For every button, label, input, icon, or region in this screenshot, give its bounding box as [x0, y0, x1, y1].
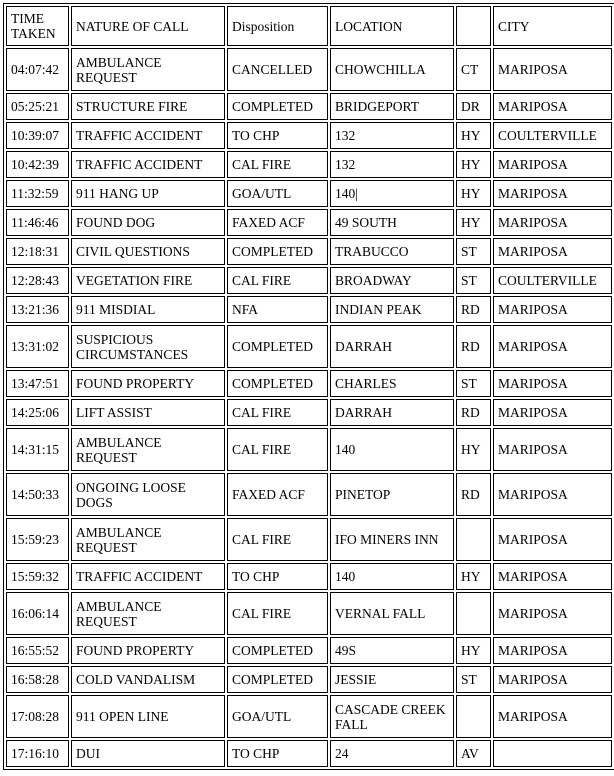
nature-cell: SUSPICIOUS CIRCUMSTANCES: [71, 325, 225, 368]
disposition-cell: CAL FIRE: [227, 428, 328, 471]
disposition-cell: TO CHP: [227, 563, 328, 590]
street-type-cell: RD: [456, 296, 491, 323]
city-cell: MARIPOSA: [493, 473, 612, 516]
location-cell: 140|: [330, 180, 454, 207]
disposition-cell: GOA/UTL: [227, 180, 328, 207]
time-cell: 11:32:59: [6, 180, 69, 207]
nature-cell: LIFT ASSIST: [71, 399, 225, 426]
time-cell: 14:50:33: [6, 473, 69, 516]
nature-cell: AMBULANCE REQUEST: [71, 428, 225, 471]
header-street-type: [456, 6, 491, 46]
table-row: [6, 122, 612, 149]
table-row: [6, 563, 612, 590]
time-cell: 13:47:51: [6, 370, 69, 397]
nature-cell: 911 MISDIAL: [71, 296, 225, 323]
street-type-cell: RD: [456, 473, 491, 516]
street-type-cell: DR: [456, 93, 491, 120]
city-cell: MARIPOSA: [493, 399, 612, 426]
table-row: [6, 740, 612, 767]
location-cell: IFO MINERS INN: [330, 518, 454, 561]
table-row: [6, 666, 612, 693]
time-cell: 15:59:32: [6, 563, 69, 590]
table-row: [6, 325, 612, 368]
street-type-cell: HY: [456, 428, 491, 471]
location-cell: 49S: [330, 637, 454, 664]
time-cell: 14:25:06: [6, 399, 69, 426]
nature-cell: FOUND DOG: [71, 209, 225, 236]
street-type-cell: ST: [456, 370, 491, 397]
street-type-cell: RD: [456, 325, 491, 368]
table-row: [6, 518, 612, 561]
table-row: [6, 428, 612, 471]
location-cell: BROADWAY: [330, 267, 454, 294]
disposition-cell: COMPLETED: [227, 325, 328, 368]
city-cell: COULTERVILLE: [493, 267, 612, 294]
nature-cell: COLD VANDALISM: [71, 666, 225, 693]
nature-cell: STRUCTURE FIRE: [71, 93, 225, 120]
street-type-cell: [456, 695, 491, 738]
city-cell: [493, 740, 612, 767]
street-type-cell: [456, 518, 491, 561]
disposition-cell: CAL FIRE: [227, 518, 328, 561]
street-type-cell: HY: [456, 637, 491, 664]
time-cell: 16:58:28: [6, 666, 69, 693]
location-cell: DARRAH: [330, 325, 454, 368]
table-row: [6, 370, 612, 397]
city-cell: MARIPOSA: [493, 296, 612, 323]
location-cell: CHARLES: [330, 370, 454, 397]
location-cell: 140: [330, 428, 454, 471]
nature-cell: VEGETATION FIRE: [71, 267, 225, 294]
city-cell: MARIPOSA: [493, 93, 612, 120]
disposition-cell: COMPLETED: [227, 637, 328, 664]
call-log-body: [6, 48, 612, 767]
nature-cell: AMBULANCE REQUEST: [71, 48, 225, 91]
time-cell: 15:59:23: [6, 518, 69, 561]
city-cell: MARIPOSA: [493, 637, 612, 664]
time-cell: 12:28:43: [6, 267, 69, 294]
street-type-cell: [456, 592, 491, 635]
city-cell: MARIPOSA: [493, 428, 612, 471]
location-cell: PINETOP: [330, 473, 454, 516]
table-row: [6, 473, 612, 516]
header-time-taken: TIME TAKEN: [6, 6, 69, 46]
city-cell: MARIPOSA: [493, 151, 612, 178]
disposition-cell: TO CHP: [227, 122, 328, 149]
street-type-cell: AV: [456, 740, 491, 767]
table-row: [6, 151, 612, 178]
table-row: [6, 180, 612, 207]
location-cell: TRABUCCO: [330, 238, 454, 265]
time-cell: 12:18:31: [6, 238, 69, 265]
nature-cell: ONGOING LOOSE DOGS: [71, 473, 225, 516]
nature-cell: TRAFFIC ACCIDENT: [71, 563, 225, 590]
disposition-cell: COMPLETED: [227, 370, 328, 397]
street-type-cell: HY: [456, 122, 491, 149]
street-type-cell: ST: [456, 238, 491, 265]
header-location: LOCATION: [330, 6, 454, 46]
table-row: [6, 296, 612, 323]
disposition-cell: CANCELLED: [227, 48, 328, 91]
city-cell: MARIPOSA: [493, 518, 612, 561]
street-type-cell: ST: [456, 267, 491, 294]
nature-cell: TRAFFIC ACCIDENT: [71, 122, 225, 149]
street-type-cell: ST: [456, 666, 491, 693]
time-cell: 10:42:39: [6, 151, 69, 178]
table-row: [6, 592, 612, 635]
disposition-cell: COMPLETED: [227, 666, 328, 693]
time-cell: 04:07:42: [6, 48, 69, 91]
disposition-cell: COMPLETED: [227, 238, 328, 265]
nature-cell: CIVIL QUESTIONS: [71, 238, 225, 265]
time-cell: 17:08:28: [6, 695, 69, 738]
nature-cell: FOUND PROPERTY: [71, 370, 225, 397]
disposition-cell: FAXED ACF: [227, 473, 328, 516]
city-cell: MARIPOSA: [493, 592, 612, 635]
time-cell: 16:55:52: [6, 637, 69, 664]
location-cell: JESSIE: [330, 666, 454, 693]
street-type-cell: HY: [456, 209, 491, 236]
city-cell: MARIPOSA: [493, 180, 612, 207]
city-cell: MARIPOSA: [493, 209, 612, 236]
street-type-cell: CT: [456, 48, 491, 91]
nature-cell: 911 OPEN LINE: [71, 695, 225, 738]
city-cell: COULTERVILLE: [493, 122, 612, 149]
location-cell: 140: [330, 563, 454, 590]
street-type-cell: HY: [456, 180, 491, 207]
time-cell: 11:46:46: [6, 209, 69, 236]
city-cell: MARIPOSA: [493, 238, 612, 265]
time-cell: 14:31:15: [6, 428, 69, 471]
location-cell: 132: [330, 122, 454, 149]
header-city: CITY: [493, 6, 612, 46]
city-cell: MARIPOSA: [493, 695, 612, 738]
time-cell: 13:31:02: [6, 325, 69, 368]
disposition-cell: CAL FIRE: [227, 151, 328, 178]
city-cell: MARIPOSA: [493, 666, 612, 693]
location-cell: DARRAH: [330, 399, 454, 426]
nature-cell: AMBULANCE REQUEST: [71, 518, 225, 561]
disposition-cell: FAXED ACF: [227, 209, 328, 236]
nature-cell: DUI: [71, 740, 225, 767]
city-cell: MARIPOSA: [493, 325, 612, 368]
header-nature-of-call: NATURE OF CALL: [71, 6, 225, 46]
table-row: [6, 637, 612, 664]
location-cell: VERNAL FALL: [330, 592, 454, 635]
header-row: [6, 6, 612, 46]
disposition-cell: CAL FIRE: [227, 267, 328, 294]
location-cell: CHOWCHILLA: [330, 48, 454, 91]
time-cell: 16:06:14: [6, 592, 69, 635]
disposition-cell: TO CHP: [227, 740, 328, 767]
city-cell: MARIPOSA: [493, 48, 612, 91]
city-cell: MARIPOSA: [493, 563, 612, 590]
table-row: [6, 695, 612, 738]
street-type-cell: HY: [456, 563, 491, 590]
street-type-cell: RD: [456, 399, 491, 426]
disposition-cell: COMPLETED: [227, 93, 328, 120]
table-row: [6, 93, 612, 120]
location-cell: 24: [330, 740, 454, 767]
table-row: [6, 209, 612, 236]
table-row: [6, 238, 612, 265]
location-cell: BRIDGEPORT: [330, 93, 454, 120]
nature-cell: TRAFFIC ACCIDENT: [71, 151, 225, 178]
street-type-cell: HY: [456, 151, 491, 178]
location-cell: 49 SOUTH: [330, 209, 454, 236]
table-row: [6, 399, 612, 426]
nature-cell: 911 HANG UP: [71, 180, 225, 207]
header-disposition: Disposition: [227, 6, 328, 46]
time-cell: 05:25:21: [6, 93, 69, 120]
city-cell: MARIPOSA: [493, 370, 612, 397]
disposition-cell: CAL FIRE: [227, 399, 328, 426]
location-cell: CASCADE CREEK FALL: [330, 695, 454, 738]
call-log-table: [3, 3, 614, 770]
nature-cell: AMBULANCE REQUEST: [71, 592, 225, 635]
nature-cell: FOUND PROPERTY: [71, 637, 225, 664]
time-cell: 10:39:07: [6, 122, 69, 149]
disposition-cell: CAL FIRE: [227, 592, 328, 635]
time-cell: 13:21:36: [6, 296, 69, 323]
table-row: [6, 267, 612, 294]
location-cell: INDIAN PEAK: [330, 296, 454, 323]
location-cell: 132: [330, 151, 454, 178]
disposition-cell: GOA/UTL: [227, 695, 328, 738]
table-row: [6, 48, 612, 91]
disposition-cell: NFA: [227, 296, 328, 323]
time-cell: 17:16:10: [6, 740, 69, 767]
